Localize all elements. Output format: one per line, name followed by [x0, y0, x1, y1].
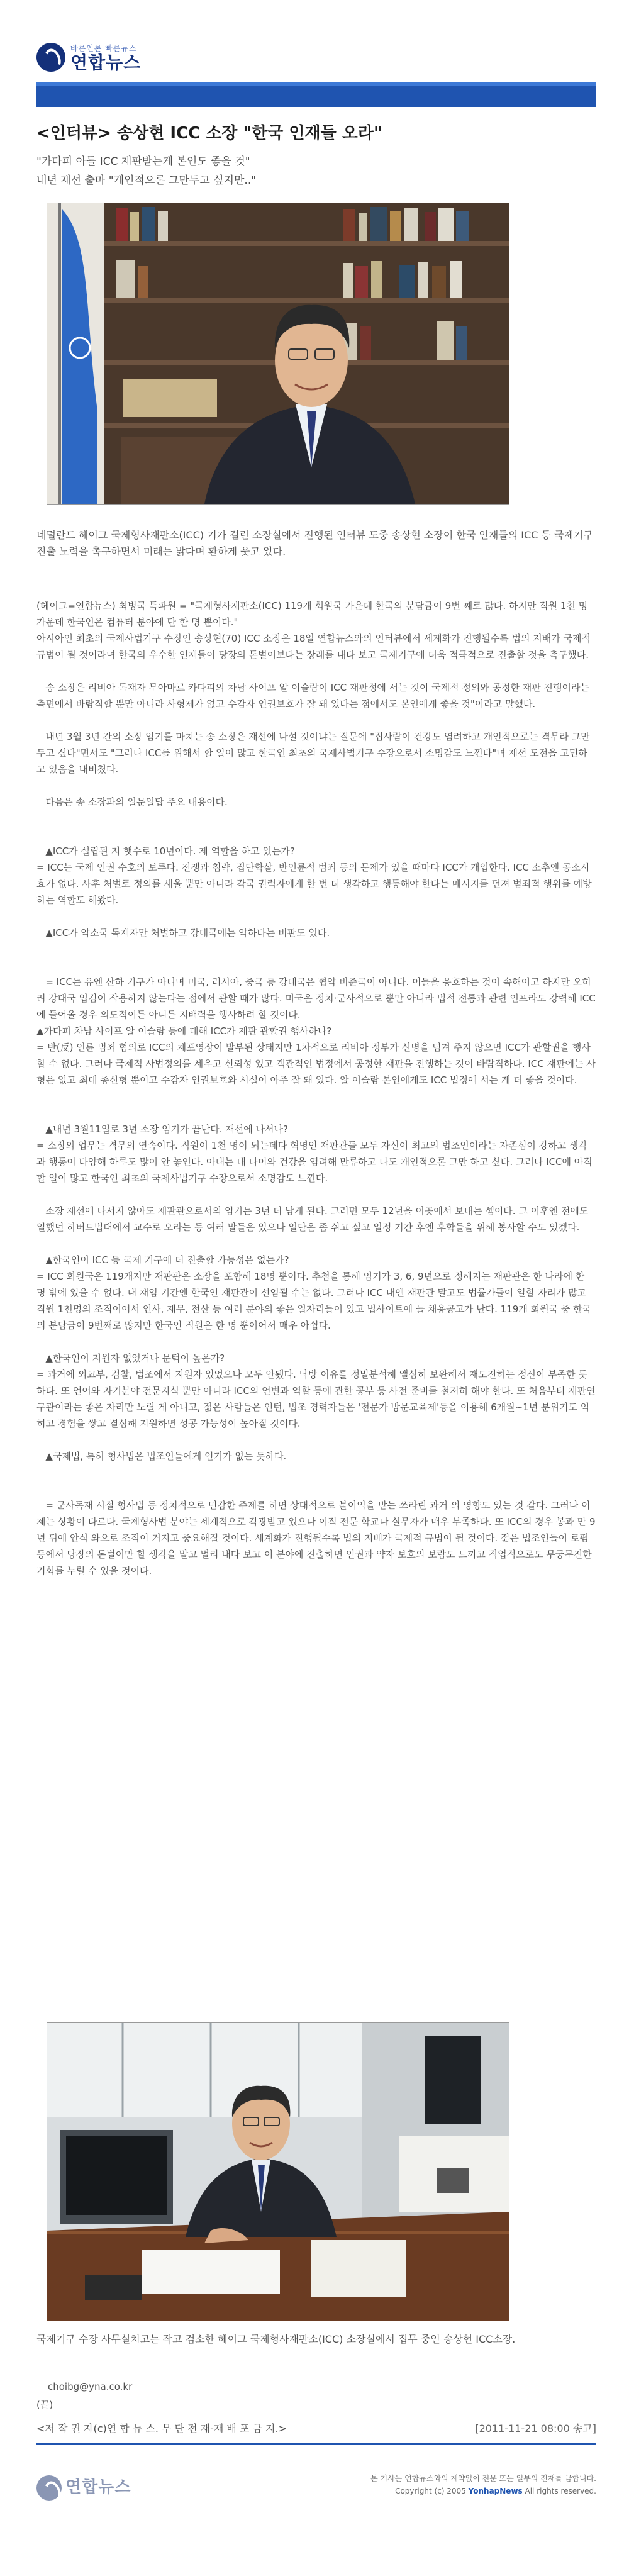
article-headline: <인터뷰> 송상현 ICC 소장 "한국 인재들 오라": [36, 124, 382, 143]
reprint-notice: 본 기사는 연합뉴스와의 계약없이 전문 또는 일부의 전재를 금합니다.: [370, 2474, 596, 2483]
footer-copyright: Copyright (c) 2005 YonhapNews All rights reserved.: [395, 2487, 596, 2495]
article-paragraph: ▲한국인이 지원자 없었거나 문턱이 높은가? = 과거에 외교부, 검찰, 법조에서 지원자 있었으나 모두 안됐다. 낙방 이유를 정밀분석해 앨심히 보완해서 재도전하는 정신이 부족한 듯하다. 또 언어와 자기분야 전문지식 뿐만 아니라 ICC의 언변과 역할 등에 관한 공부 등 사전 준비를 철저히 해야 한다. 또 처음부터 재판연구관이라는 좋은 자리만 노릴 게 아니고, 젊은 사람들은 인턴, 법조 경력자들은 '전문가 방문교육제'등을 이용해 6개월~1년 분위기도 익히고 경험을 쌓고 결심해 지원하면 성공 가능성이 높아질 것이다.: [36, 1352, 596, 1429]
yonhap-logo[interactable]: [36, 43, 141, 72]
photo2-caption: 국제기구 수장 사무실치고는 작고 검소한 헤이그 국제형사재판소(ICC) 소장실에서 집무 중인 송상현 ICC소장.: [36, 2333, 516, 2345]
article-paragraph: 다음은 송 소장과의 일문일답 주요 내용이다.: [36, 796, 228, 808]
reporter-email[interactable]: choibg@yna.co.kr: [48, 2381, 133, 2392]
copyright-line: [36, 2421, 596, 2435]
article-paragraph: 내년 3월 3년 간의 소장 임기를 마치는 송 소장은 재선에 나설 것이냐는 질문에 "집사람이 건강도 염려하고 개인적으로는 격무라 그만두고 싶다"면서도 "그러나 ICC를 위해서 할 일이 많고 한국인 최초의 국제사법기구 수장으로서 소명감도 느낀다"며 재선 도전을 고민하고 있음을 내비쳤다.: [36, 731, 590, 775]
yonhap-logo-icon: [36, 43, 65, 72]
footer-logo-name: 연합뉴스: [65, 2478, 131, 2497]
header-bar: [36, 82, 596, 107]
footer-notice: [370, 2472, 596, 2497]
article-body: [36, 598, 596, 1595]
article-end-mark: (끝): [36, 2399, 53, 2411]
footer-brand: YonhapNews: [468, 2487, 523, 2495]
article-paragraph: 아시아인 최초의 국제사법기구 수장인 송상현(70) ICC 소장은 18일 연합뉴스와의 인터뷰에서 세계화가 진행될수록 법의 지배가 국제적 규범이 될 것이라며 한국의 우수한 인재들이 당장의 돈벌이보다는 장래를 내다 보고 국제기구에 더욱 적극적으로 진출할 것을 촉구했다.: [36, 633, 594, 661]
interview-photo: [47, 203, 509, 505]
article-paragraph: ▲ICC가 약소국 독재자만 처벌하고 강대국에는 약하다는 비판도 있다.: [36, 927, 330, 939]
photo1-caption: 네덜란드 헤이그 국제형사재판소(ICC) 기가 걸린 소장실에서 진행된 인터뷰 도중 송상현 소장이 한국 인재들의 ICC 등 국제기구 진출 노력을 촉구하면서 미래는 밝다며 환하게 웃고 있다.: [36, 529, 593, 557]
article-paragraph: = 군사독재 시절 형사법 등 정치적으로 민감한 주제를 하면 상대적으로 불이익을 받는 쓰라린 과거 의 영향도 있는 것 같다. 그러나 이제는 상황이 다르다. 국제형사법 분야는 세계적으로 각광받고 있으나 이직 전문 학교나 실무자가 매우 부족하다. 또 ICC의 경우 봉과 만 9년 뒤에 안식 와으로 조직이 커지고 중요해질 것이다. 세계화가 진행될수록 법의 지배가 국제적 규범이 될 것이다. 젊은 법조인들이 로펌 등에서 당장의 돈벌이만 할 생각을 말고 멀리 내다 보고 이 분야에 진출하면 인권과 약자 보호의 보람도 느끼고 직업적으로도 무궁무진한 기회를 누릴 수 있을 것이다.: [36, 1500, 596, 1576]
page-header: [0, 0, 629, 107]
article: [36, 107, 596, 190]
article-paragraph: (헤이그=연합뉴스) 최병국 특파원 = "국제형사재판소(ICC) 119개 회원국 가운데 한국의 분담금이 9번 째로 많다. 하지만 직원 1천 명 가운데 한국인은 컴퓨터 분야에 단 한 명 뿐이다.": [36, 600, 591, 628]
article-paragraph: ▲국제법, 특히 형사법은 법조인들에게 인기가 없는 듯하다.: [36, 1451, 287, 1462]
article-paragraph: ▲내년 3월11일로 3년 소장 임기가 끝난다. 재선에 나서나? = 소장의 업무는 격무의 연속이다. 직원이 1천 명이 되는데다 혁명인 재판관들 모두 자신이 최고의 법조인이라는 자존심이 강하고 생각과 행동이 다양해 하루도 많이 안 놓인다. 아내는 내 나이와 건강을 염려해 만류하고 나도 개인적으론 그만 하고 싶다. 그러나 ICC에 아직 할 일이 많고 한국인 최초의 국제사법기구 수장으로서 소명감도 느낀다.: [36, 1124, 593, 1184]
logo-slogan: 바른언론 빠른뉴스: [70, 44, 137, 53]
article-paragraph: = ICC는 유엔 산하 기구가 아니며 미국, 러시아, 중국 등 강대국은 협약 비준국이 아니다. 이들을 옹호하는 것이 속해이고 하지만 오히려 강대국 입김이 작용하지 않는다는 점에서 관할 때가 많다. 미국은 정치·군사적으로 뿐만 아니라 법적 전통과 관련 인프라도 강력해 ICC에 들어올 경우 의도적이든 아니든 지배력을 행사하려 할 것이다. ▲카다피 차남 사이프 알 이슬람 등에 대해 ICC가 재판 관할권 행사하나? = 반(反) 인륜 범죄 혐의로 ICC의 체포영장이 발부된 상태지만 1차적으로 리비아 정부가 신병을 넘겨 주지 않으면 ICC가 관할권을 행사할 수 없다. 그러나 국제적 사법정의를 세우고 신뢰성 있고 객관적인 법정에서 공정한 재판을 진행하는 것이 바람직하다. ICC 재판에는 사형은 없고 최대 종신형 뿐이고 수감자 인권보호와 시설이 아주 잘 돼 있다. 알 이슬람 본인에게도 ICC 법정에 서는 게 더 좋을 것이다.: [36, 976, 596, 1086]
copyright-notice: <저 작 권 자(c)연 합 뉴 스. 무 단 전 재-재 배 포 금 지.>: [36, 2423, 287, 2434]
publish-date: [2011-11-21 08:00 송고]: [475, 2423, 596, 2434]
article-paragraph: 소장 재선에 나서지 않아도 재판관으로서의 임기는 3년 더 남게 된다. 그러면 모두 12년을 이곳에서 보내는 셈이다. 그 이후엔 전에도 일했던 하버드법대에서 교수로 오라는 등 여러 말들은 있으나 일단은 좀 쉬고 싶고 일정 기간 후엔 후학들을 위해 봉사할 수도 있겠다.: [36, 1205, 592, 1233]
footer-logo[interactable]: [36, 2475, 131, 2501]
article-paragraph: 송 소장은 리비아 독재자 무아마르 카다피의 차남 사이프 알 이슬람이 ICC 재판정에 서는 것이 국제적 정의와 공정한 재판 진행이라는 측면에서 바람직할 뿐만 아니라 사형제가 없고 수감자 인권보호가 잘 돼 있다는 점에서도 본인에게 좋을 것"이라고 말했다.: [36, 682, 593, 710]
article-subhead-1: "카다피 아들 ICC 재판받는게 본인도 좋을 것": [36, 155, 250, 168]
footer-logo-icon: [36, 2475, 62, 2501]
article-paragraph: ▲한국인이 ICC 등 국제 기구에 더 진출할 가능성은 없는가? = ICC 회원국은 119개지만 재판관은 소장을 포함해 18명 뿐이다. 추첨을 통해 임기가 3, 6, 9년으로 정해지는 재판관은 한 나라에 한 명 밖에 있을 수 없다. 내 재임 기간엔 한국인 재판관이 선임될 수는 없다. 그러나 ICC 내엔 재판관 말고도 법률가들이 일할 자리가 많고 직원 1천명의 조직이어서 인사, 재무, 전산 등 여러 분야의 좋은 일자리들이 있고 법사이트에 늘 채용공고가 난다. 119개 회원국 중 한국의 분담금이 9번째로 많지만 한국인 직원은 한 명 뿐이어서 매우 아쉽다.: [36, 1254, 592, 1331]
article-subhead-2: 내년 재선 출마 "개인적으론 그만두고 싶지만..": [36, 174, 257, 187]
desk-photo: [47, 2022, 509, 2321]
article-paragraph: ▲ICC가 설립된 지 햇수로 10년이다. 제 역할을 하고 있는가? = ICC는 국제 인권 수호의 보루다. 전쟁과 침략, 집단학살, 반인륜적 범죄 등의 문제가 있을 때마다 ICC가 개입한다. ICC 소추엔 공소시효가 없다. 사후 처벌로 정의를 세울 뿐만 아니라 각국 권력자에게 한 번 더 생각하고 행동해야 한다는 메시지를 던져 범죄적 행위를 예방하는 역할도 해왔다.: [36, 845, 592, 906]
footer-divider: [36, 2443, 596, 2445]
logo-name: 연합뉴스: [70, 52, 142, 73]
